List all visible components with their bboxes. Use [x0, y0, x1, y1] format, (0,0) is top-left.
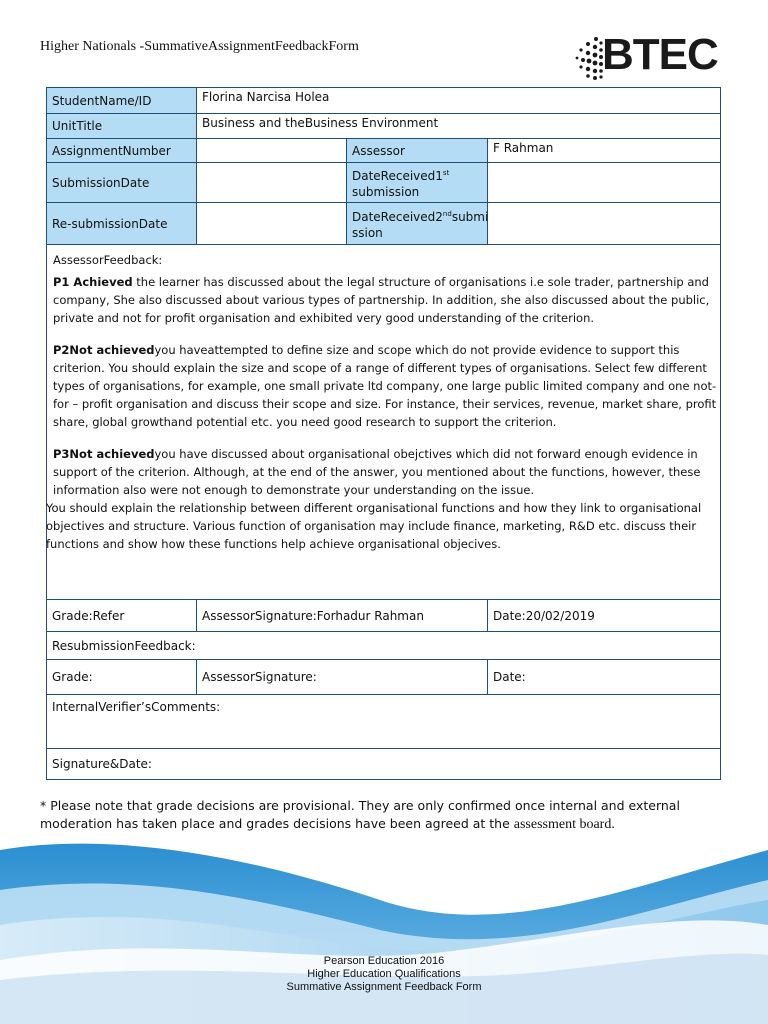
dots-logo-icon: [574, 36, 604, 82]
footer: [0, 955, 768, 994]
p3-feedback: P3Not achievedyou have discussed about organisational obejctives which did not forward enough evidence in support of the criterion. Although, at the end of the answer, you mentioned about the functions, however, these information also were not enough to demonstrate your understanding on the issue.: [53, 447, 701, 497]
wave-decoration: [0, 830, 768, 1024]
internal-verifier-comments: InternalVerifier’sComments:: [47, 695, 721, 749]
resubmission-signature: AssessorSignature:: [197, 660, 488, 695]
assessment-date: Date:20/02/2019: [488, 600, 721, 632]
footer-line-2: Higher Education Qualifications: [307, 968, 461, 980]
student-row: [47, 88, 721, 114]
logo-text: BTEC: [602, 30, 718, 79]
assessor-signature: AssessorSignature:Forhadur Rahman: [197, 600, 488, 632]
resubmission-date-label: Re-submissionDate: [47, 203, 197, 245]
submission-row: [47, 163, 721, 203]
resubmission-grade: Grade:: [47, 660, 197, 695]
grade-refer: Grade:Refer: [47, 600, 197, 632]
form-title: Higher Nationals -SummativeAssignmentFeedbackForm: [40, 39, 359, 54]
resubmission-feedback-row: [47, 632, 721, 660]
p1-feedback: P1 Achieved the learner has discussed about the legal structure of organisations i.e sole trader, partnership and company, She also discussed about various types of partnership. In addition, she also discussed about the public, private and not for profit organisation and exhibited very good understanding of the criterion.: [53, 275, 710, 325]
assessor-value: F Rahman: [488, 139, 721, 163]
date-received-2-label: DateReceived2ndsubmi ssion: [347, 203, 488, 245]
p2-feedback: P2Not achievedyou haveattempted to define size and scope which do not provide evidence to support this criterion. You should explain the size and scope of a range of different types of organisations. Select few different types of organisations, for example, one small private ltd company, one large public limited company and one not- for – profit organisation and discuss their scope and size. For instance, their services, revenue, market share, profit share, global growthand potential etc. you need good research to support the criterion.: [53, 343, 717, 429]
assessor-feedback-cell: [47, 245, 721, 600]
resubmission-feedback: ResubmissionFeedback:: [47, 632, 721, 660]
footer-line-3: Summative Assignment Feedback Form: [286, 981, 482, 993]
submission-date-value: [197, 163, 347, 203]
feedback-heading: AssessorFeedback:: [53, 253, 163, 267]
resubmission-date: Date:: [488, 660, 721, 695]
assessor-label: Assessor: [347, 139, 488, 163]
assignment-label: AssignmentNumber: [47, 139, 197, 163]
submission-date-label: SubmissionDate: [47, 163, 197, 203]
resubmission-row: [47, 203, 721, 245]
footer-line-1: Pearson Education 2016: [323, 955, 445, 967]
date-received-2-value: [488, 203, 721, 245]
date-received-1-value: [488, 163, 721, 203]
grade-row: [47, 600, 721, 632]
resubmission-grade-row: [47, 660, 721, 695]
provisional-note: * Please note that grade decisions are provisional. They are only confirmed once internal and external moderation has taken place and grades decisions have been agreed at the assessment board.: [40, 798, 680, 832]
assessor-feedback-row: [47, 245, 721, 600]
signature-date-row: [47, 749, 721, 780]
signature-date: Signature&Date:: [47, 749, 721, 780]
unit-row: [47, 114, 721, 139]
assignment-row: [47, 139, 721, 163]
unit-label: UnitTitle: [47, 114, 197, 139]
student-label: StudentName/ID: [47, 88, 197, 114]
date-received-1-label: DateReceived1st submission: [347, 163, 488, 203]
unit-value: Business and theBusiness Environment: [197, 114, 721, 139]
feedback-form-table: [46, 87, 721, 780]
assignment-value: [197, 139, 347, 163]
resubmission-date-value: [197, 203, 347, 245]
btec-logo: [574, 30, 724, 82]
iv-comments-row: [47, 695, 721, 749]
student-value: Florina Narcisa Holea: [197, 88, 721, 114]
p3-extra-feedback: You should explain the relationship between different organisational functions and how they link to organisational objectives and structure. Various function of organisation may include finance, marketing, R&D etc. discuss their functions and show how these functions help achieve organisational objecives.: [46, 501, 702, 551]
